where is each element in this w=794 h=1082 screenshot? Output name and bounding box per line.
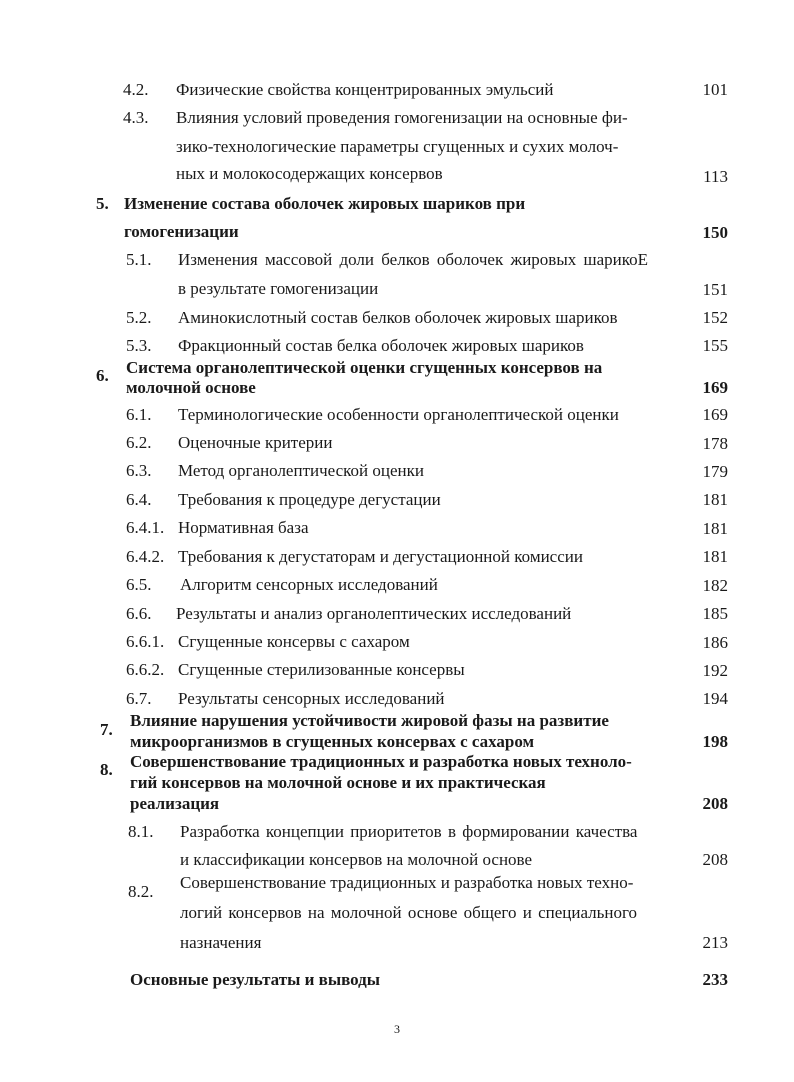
toc-number: 4.3. [123, 108, 149, 127]
toc-number: 8.1. [128, 822, 154, 841]
toc-title-line: Разработка концепции приоритетов в формировании качества [180, 822, 638, 841]
toc-title-line: Аминокислотный состав белков оболочек жировых шариков [178, 308, 618, 327]
toc-number: 6.1. [126, 405, 152, 424]
toc-title-line: Результаты сенсорных исследований [178, 689, 445, 708]
toc-title-line: назначения [180, 933, 262, 952]
toc-title-line: микроорганизмов в сгущенных консервах с сахаром [130, 732, 535, 751]
toc-title-line: Нормативная база [178, 518, 309, 537]
toc-title-line: гий консервов на молочной основе и их практическая [130, 773, 546, 792]
toc-page: 152 [702, 308, 728, 327]
toc-title-line: Сгущенные консервы с сахаром [178, 632, 410, 651]
toc-page: 194 [702, 689, 728, 708]
toc-title-line: и классификации консервов на молочной основе [180, 850, 533, 869]
toc-page: 181 [702, 547, 728, 566]
toc-title-line: Метод органолептической оценки [178, 461, 425, 480]
toc-number: 6.2. [126, 433, 152, 452]
toc-page: 101 [702, 80, 728, 99]
toc-title-line: Терминологические особенности органолептической оценки [178, 405, 619, 424]
toc-title-line: Влияние нарушения устойчивости жировой фазы на развитие [130, 711, 609, 730]
toc-number: 5.3. [126, 336, 152, 355]
toc-page: 198 [702, 732, 728, 751]
toc-title-line: молочной основе [126, 378, 256, 397]
toc-title-line: ных и молокосодержащих консервов [176, 164, 443, 183]
toc-number: 6.6.2. [126, 660, 165, 679]
toc-title-line: Изменение состава оболочек жировых шариков при [124, 194, 526, 213]
toc-title-line: Требования к дегустаторам и дегустационной комиссии [178, 547, 583, 566]
toc-title-line: Сгущенные стерилизованные консервы [178, 660, 465, 679]
toc-number: 6.5. [126, 575, 152, 594]
toc-page: 208 [702, 794, 728, 813]
toc-page: 181 [702, 519, 728, 538]
toc-page: 155 [702, 336, 728, 355]
toc-number: 5.1. [126, 250, 152, 269]
toc-page: 181 [702, 490, 728, 509]
toc-title-line: Результаты и анализ органолептических исследований [176, 604, 572, 623]
toc-page: 169 [702, 405, 728, 424]
toc-title-line: Совершенствование традиционных и разработка новых техно- [180, 873, 634, 892]
toc-number: 8. [100, 760, 113, 779]
toc-number: 5.2. [126, 308, 152, 327]
toc-number: 5. [96, 194, 109, 213]
toc-title-line: гомогенизации [124, 222, 239, 241]
toc-page: 233 [702, 970, 728, 989]
toc-page: 179 [702, 462, 728, 481]
toc-title-line: Система органолептической оценки сгущенных консервов на [126, 358, 603, 377]
toc-page: 182 [702, 576, 728, 595]
page-number: 3 [394, 1022, 400, 1036]
toc-page: 192 [702, 661, 728, 680]
toc-number: 6.7. [126, 689, 152, 708]
toc-title-line: Совершенствование традиционных и разработка новых техноло- [130, 752, 632, 771]
toc-number: 6. [96, 366, 109, 385]
toc-title-line: логий консервов на молочной основе общего и специального [180, 903, 638, 922]
toc-page: 213 [702, 933, 728, 952]
toc-number: 4.2. [123, 80, 149, 99]
toc-title-line: реализация [130, 794, 220, 813]
toc-title-line: Фракционный состав белка оболочек жировых шариков [178, 336, 584, 355]
toc-page: 186 [702, 633, 728, 652]
toc-title-line: Оценочные критерии [178, 433, 333, 452]
toc-title-line: Требования к процедуре дегустации [178, 490, 441, 509]
toc-number: 6.6. [126, 604, 152, 623]
toc-number: 6.6.1. [126, 632, 165, 651]
toc-title-line: Влияния условий проведения гомогенизации на основные фи- [176, 108, 628, 127]
toc-number: 6.3. [126, 461, 152, 480]
toc-title-line: Основные результаты и выводы [130, 970, 381, 989]
toc-title-line: в результате гомогенизации [178, 279, 379, 298]
toc-number: 6.4.2. [126, 547, 165, 566]
toc-page: 185 [702, 604, 728, 623]
toc-number: 6.4. [126, 490, 152, 509]
toc-title-line: Физические свойства концентрированных эмульсий [176, 80, 554, 99]
toc-page: 208 [702, 850, 728, 869]
toc-number: 8.2. [128, 882, 154, 901]
toc-number: 6.4.1. [126, 518, 165, 537]
toc-page: 178 [702, 434, 728, 453]
toc-page: 151 [702, 280, 728, 299]
toc-title-line: Изменения массовой доли белков оболочек жировых шарикоE [178, 250, 649, 269]
toc-page: 113 [703, 167, 728, 186]
toc-page: 150 [702, 223, 728, 242]
toc-title-line: зико-технологические параметры сгущенных и сухих молоч- [176, 137, 619, 156]
toc-title-line: Алгоритм сенсорных исследований [180, 575, 438, 594]
toc-number: 7. [100, 720, 113, 739]
toc-page: 169 [702, 378, 728, 397]
